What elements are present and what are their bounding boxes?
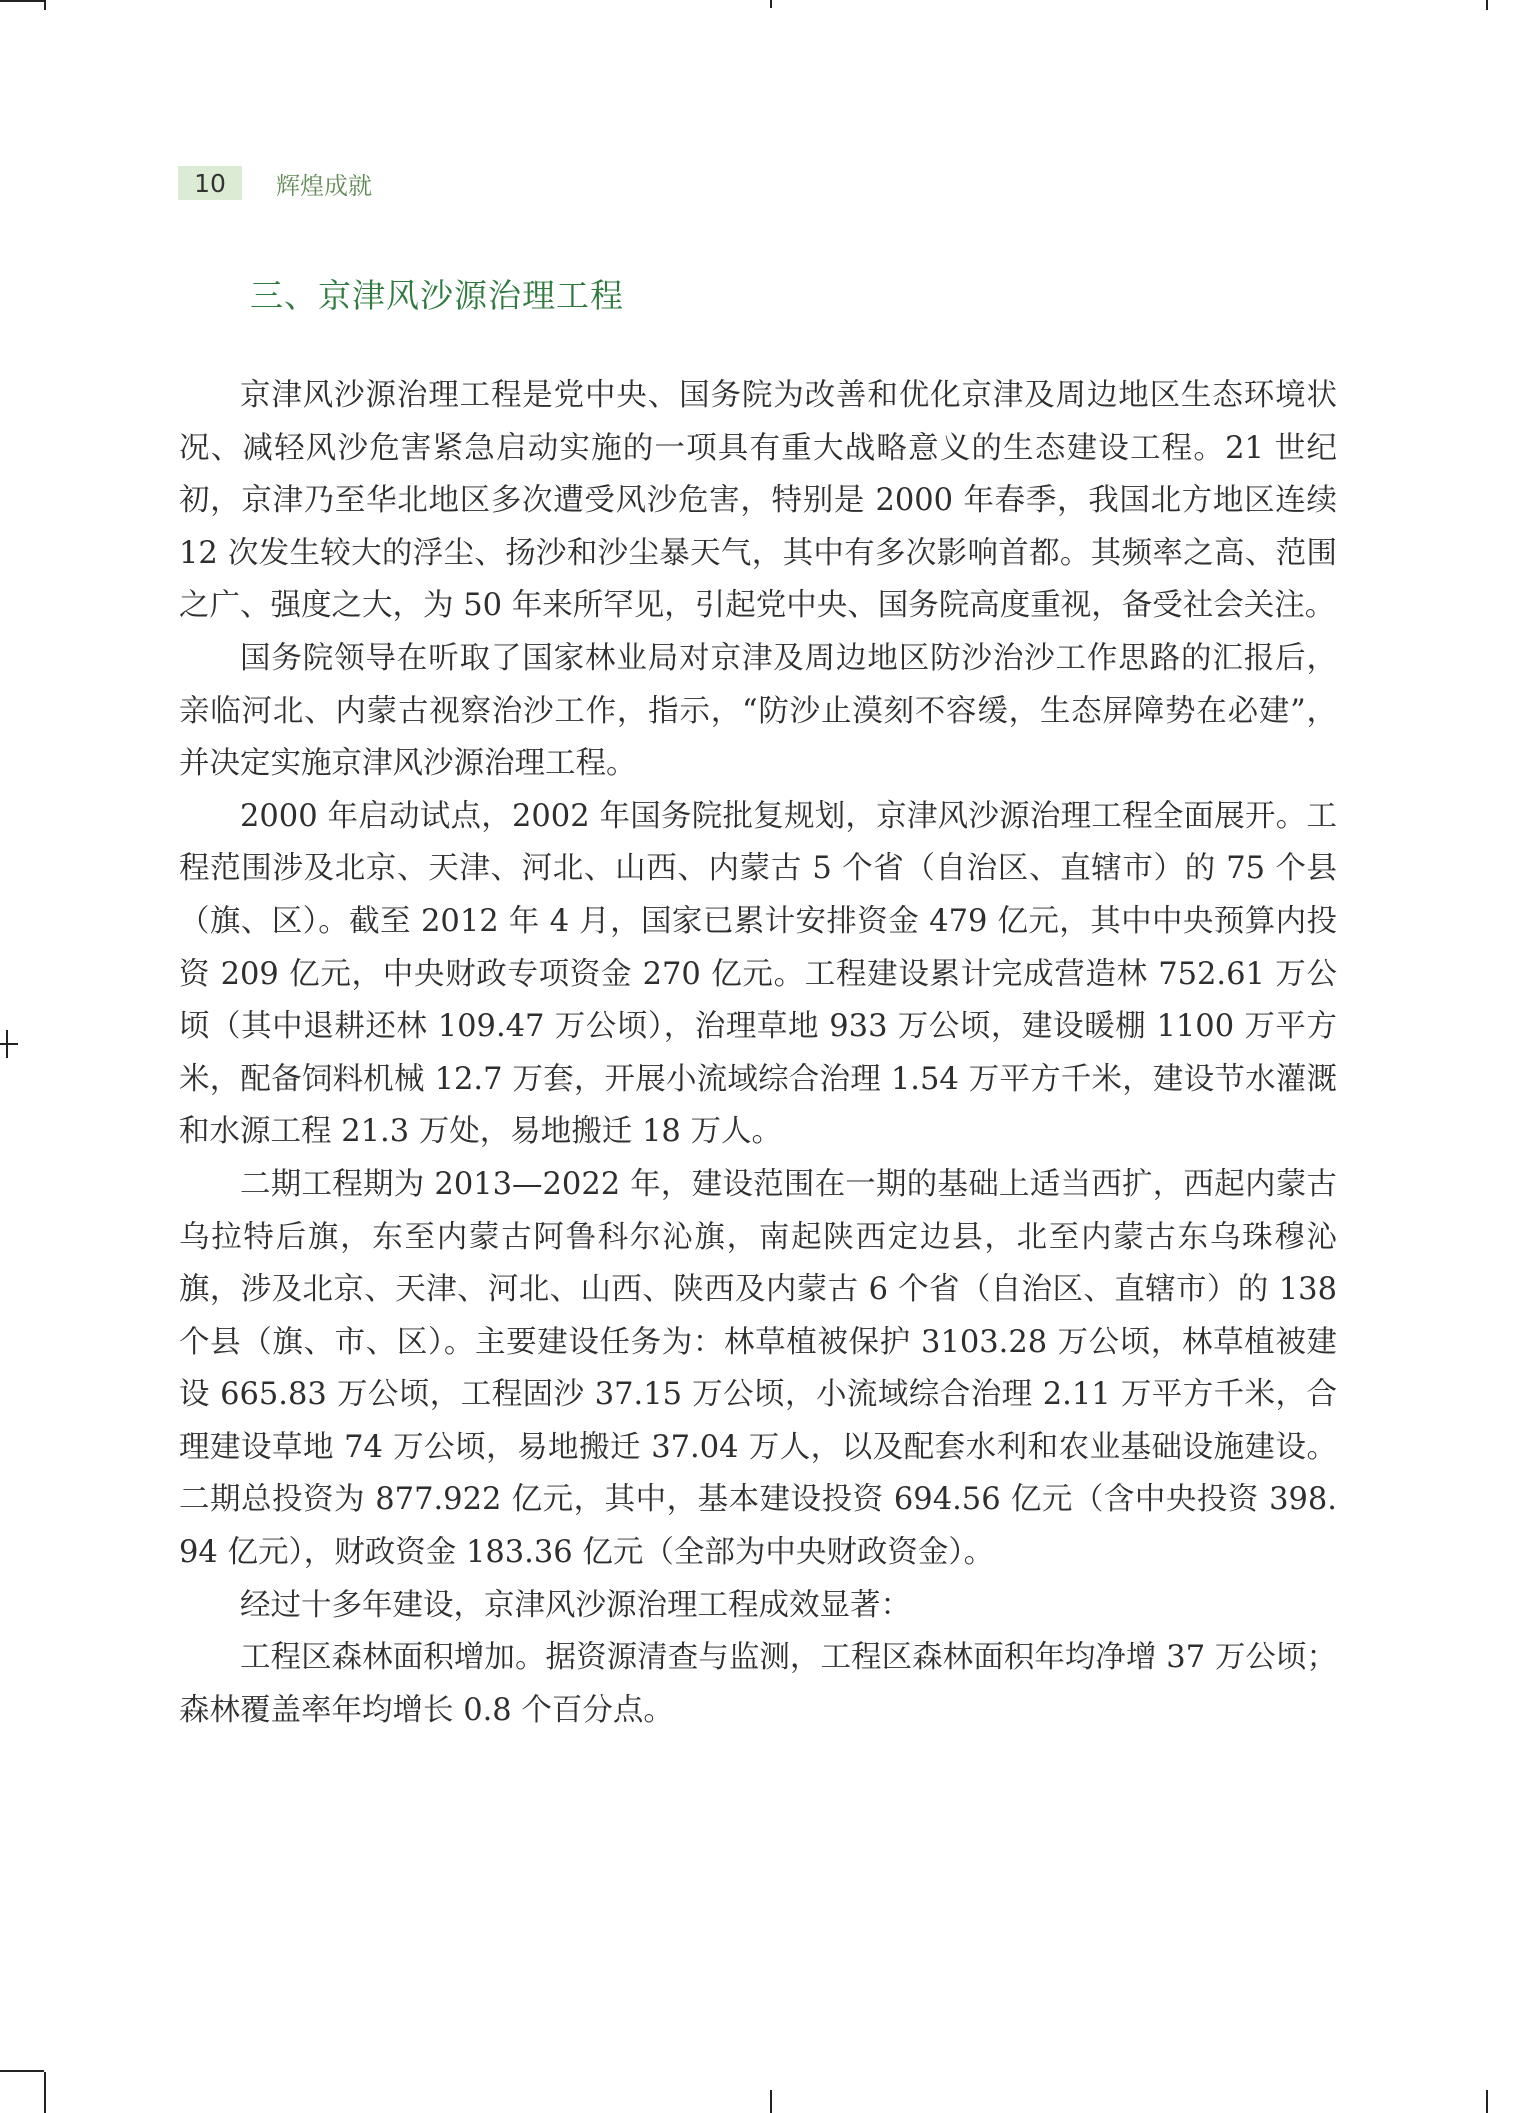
crop-mark-bottom-right bbox=[1486, 2090, 1488, 2113]
paragraph-forest-area: 工程区森林面积增加。据资源清查与监测，工程区森林面积年均净增 37 万公顷；森林覆盖率年均增长 0.8 个百分点。 bbox=[179, 1640, 1337, 1728]
crop-mark-top-right bbox=[1486, 0, 1488, 10]
paragraph-phase-one: 2000 年启动试点，2002 年国务院批复规划，京津风沙源治理工程全面展开。工程范围涉及北京、天津、河北、山西、内蒙古 5 个省（自治区、直辖市）的 75 个县（旗、区）。截至 2012 年 4 月，国家已累计安排资金 479 亿元，其中中央预算内投资 209 亿元，中央财政专项资金 270 亿元。工程建设累计完成营造林 752.61 万公顷（其中退耕还林 109.47 万公顷），治理草地 933 万公顷，建设暖棚 1100 万平方米，配备饲料机械 12.7 万套，开展小流域综合治理 1.54 万平方千米，建设节水灌溉和水源工程 21.3 万处，易地搬迁 18 万人。 bbox=[179, 798, 1337, 1150]
crop-mark-bottom-center bbox=[770, 2090, 772, 2113]
crop-mark-top-left-h bbox=[0, 0, 44, 2]
paragraph-phase-two: 二期工程期为 2013—2022 年，建设范围在一期的基础上适当西扩，西起内蒙古乌拉特后旗，东至内蒙古阿鲁科尔沁旗，南起陕西定边县，北至内蒙古东乌珠穆沁旗，涉及北京、天津、河北、山西、陕西及内蒙古 6 个省（自治区、直辖市）的 138 个县（旗、市、区）。主要建设任务为：林草植被保护 3103.28 万公顷，林草植被建设 665.83 万公顷，工程固沙 37.15 万公顷，小流域综合治理 2.11 万平方千米，合理建设草地 74 万公顷，易地搬迁 37.04 万人，以及配套水利和农业基础设施建设。二期总投资为 877.922 亿元，其中，基本建设投资 694.56 亿元（含中央投资 398.94 亿元），财政资金 183.36 亿元（全部为中央财政资金）。 bbox=[179, 1166, 1337, 1571]
paragraph-leadership: 国务院领导在听取了国家林业局对京津及周边地区防沙治沙工作思路的汇报后，亲临河北、内蒙古视察治沙工作，指示，“防沙止漠刻不容缓，生态屏障势在必建”，并决定实施京津风沙源治理工程。 bbox=[179, 640, 1337, 782]
paragraph-results-intro: 经过十多年建设，京津风沙源治理工程成效显著： bbox=[240, 1587, 911, 1623]
paragraph-intro: 京津风沙源治理工程是党中央、国务院为改善和优化京津及周边地区生态环境状况、减轻风沙危害紧急启动实施的一项具有重大战略意义的生态建设工程。21 世纪初，京津乃至华北地区多次遭受风沙危害，特别是 2000 年春季，我国北方地区连续 12 次发生较大的浮尘、扬沙和沙尘暴天气，其中有多次影响首都。其频率之高、范围之广、强度之大，为 50 年来所罕见，引起党中央、国务院高度重视，备受社会关注。 bbox=[179, 378, 1337, 624]
crop-mark-top-center bbox=[770, 0, 772, 8]
crop-mark-top-left-v bbox=[44, 0, 46, 10]
page-number: 10 bbox=[178, 166, 242, 200]
crop-mark-left-middle bbox=[0, 1043, 18, 1045]
crop-mark-left-middle-v bbox=[6, 1030, 8, 1058]
running-title: 辉煌成就 bbox=[276, 171, 372, 200]
running-header bbox=[178, 166, 372, 200]
body-text bbox=[179, 370, 1337, 1737]
crop-mark-bottom-left-v bbox=[44, 2072, 46, 2113]
section-title: 三、京津风沙源治理工程 bbox=[250, 276, 624, 315]
crop-mark-bottom-left-h bbox=[0, 2070, 44, 2072]
